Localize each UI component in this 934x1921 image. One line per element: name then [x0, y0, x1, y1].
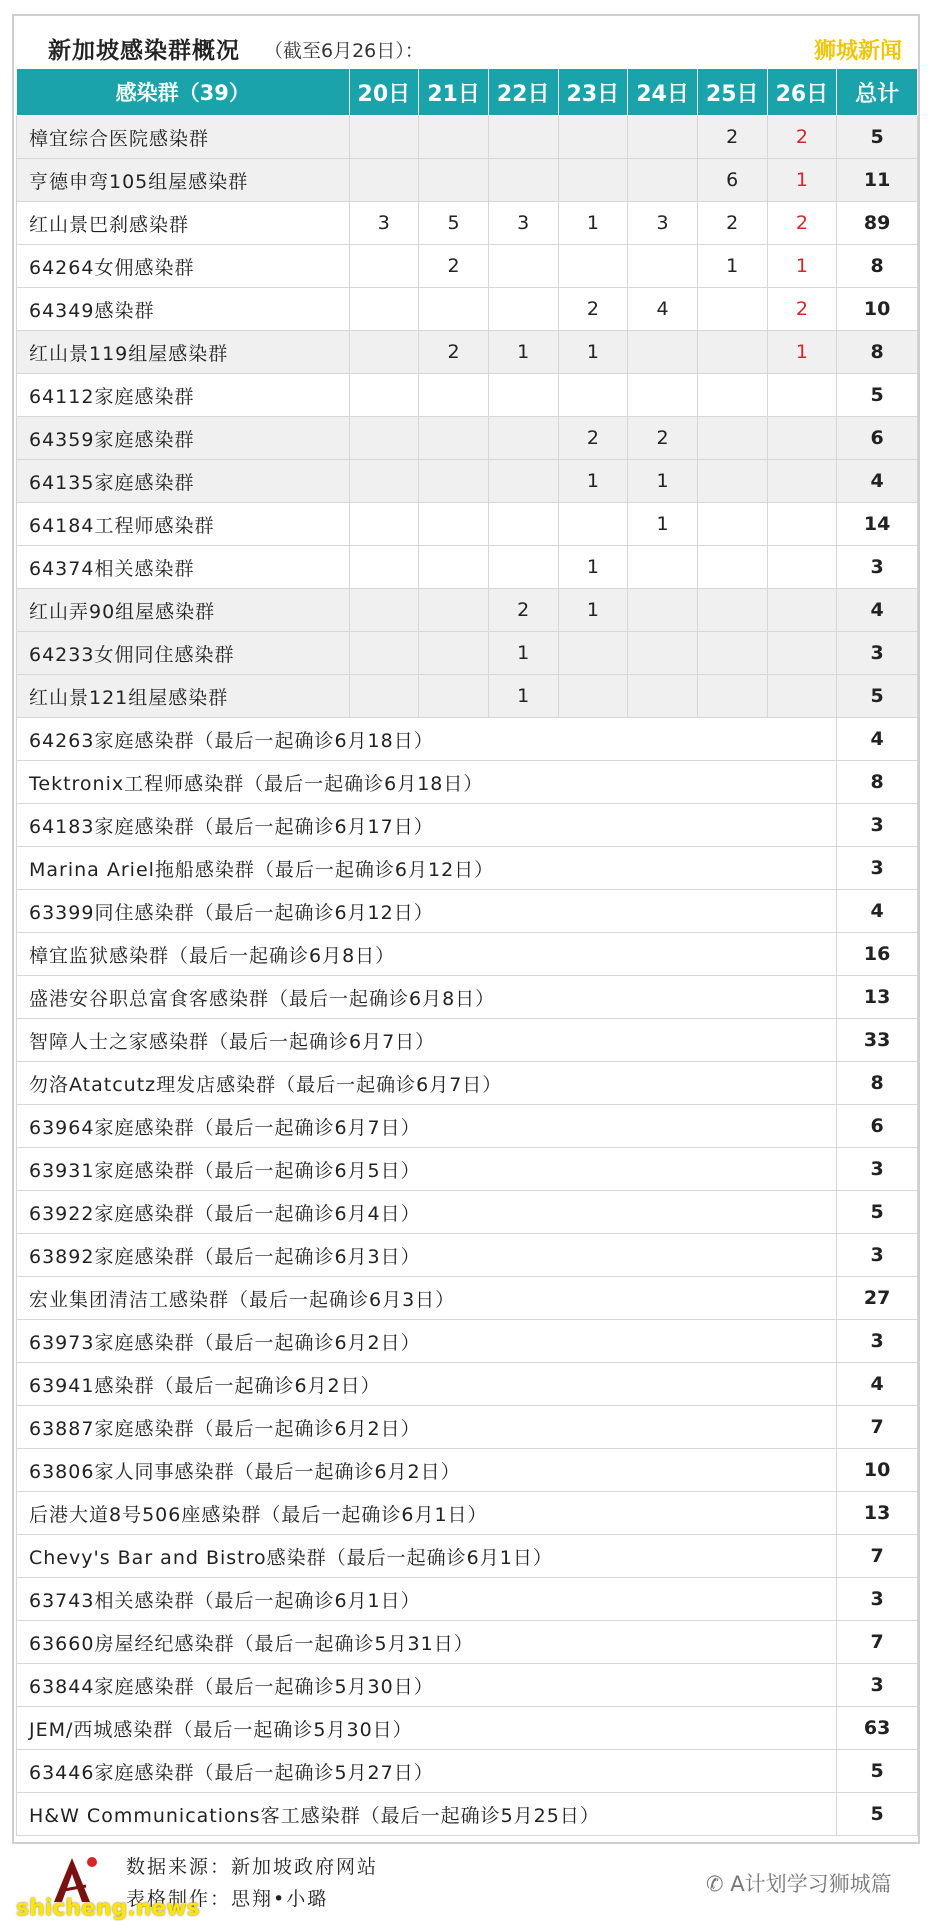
total-cell: 10: [837, 288, 918, 331]
day-count-cell: [628, 331, 698, 374]
wechat-account-name: A计划学习狮城篇: [730, 1872, 892, 1896]
table-row: [17, 1535, 918, 1578]
day-count-cell: [419, 546, 489, 589]
table-row: [17, 1707, 918, 1750]
cluster-name: 63941感染群（最后一起确诊6月2日）: [17, 1363, 837, 1406]
table-row: [17, 1019, 918, 1062]
day-count-cell: 3: [349, 202, 419, 245]
table-row: [17, 890, 918, 933]
table-row: [17, 1234, 918, 1277]
day-count-cell: [349, 159, 419, 202]
cluster-name: Marina Ariel拖船感染群（最后一起确诊6月12日）: [17, 847, 837, 890]
day-count-cell: 2: [419, 331, 489, 374]
day-count-cell: [697, 589, 767, 632]
day-count-cell: 3: [488, 202, 558, 245]
day-count-cell: 1: [628, 460, 698, 503]
wechat-account: [706, 1868, 892, 1898]
table-row: [17, 1750, 918, 1793]
day-count-cell: 6: [697, 159, 767, 202]
total-cell: 8: [837, 245, 918, 288]
table-row: [17, 1492, 918, 1535]
day-count-cell: [488, 546, 558, 589]
day-count-cell: [628, 632, 698, 675]
cluster-name: JEM/西城感染群（最后一起确诊5月30日）: [17, 1707, 837, 1750]
total-cell: 89: [837, 202, 918, 245]
day-count-cell: [349, 460, 419, 503]
total-cell: 5: [837, 675, 918, 718]
day-count-cell: 2: [558, 288, 628, 331]
total-cell: 4: [837, 589, 918, 632]
total-cell: 7: [837, 1535, 918, 1578]
cluster-name: 宏业集团清洁工感染群（最后一起确诊6月3日）: [17, 1277, 837, 1320]
total-cell: 4: [837, 718, 918, 761]
day-count-cell: 1: [488, 331, 558, 374]
day-count-cell: [488, 374, 558, 417]
cluster-name: 63399同住感染群（最后一起确诊6月12日）: [17, 890, 837, 933]
cluster-name: 红山景119组屋感染群: [17, 331, 350, 374]
page-title: 新加坡感染群概况: [48, 38, 240, 64]
header-day: 21日: [419, 69, 489, 116]
table-row: [17, 1105, 918, 1148]
cluster-table: [16, 68, 918, 1836]
total-cell: 7: [837, 1621, 918, 1664]
table-row: [17, 933, 918, 976]
day-count-cell: [558, 245, 628, 288]
total-cell: 4: [837, 890, 918, 933]
day-count-cell: 1: [767, 245, 837, 288]
table-row: [17, 1664, 918, 1707]
total-cell: 3: [837, 804, 918, 847]
header-cluster-name: 感染群（39）: [17, 69, 350, 116]
cluster-name: 64359家庭感染群: [17, 417, 350, 460]
cluster-name: 63922家庭感染群（最后一起确诊6月4日）: [17, 1191, 837, 1234]
header-day: 23日: [558, 69, 628, 116]
cluster-name: 樟宜监狱感染群（最后一起确诊6月8日）: [17, 933, 837, 976]
cluster-name: 盛港安谷职总富食客感染群（最后一起确诊6月8日）: [17, 976, 837, 1019]
table-row: [17, 1062, 918, 1105]
day-count-cell: 1: [558, 460, 628, 503]
cluster-name: 樟宜综合医院感染群: [17, 116, 350, 159]
total-cell: 3: [837, 546, 918, 589]
table-row: [17, 1320, 918, 1363]
day-count-cell: [558, 675, 628, 718]
day-count-cell: [628, 675, 698, 718]
title-row: [16, 18, 916, 66]
day-count-cell: [419, 632, 489, 675]
cluster-name: 勿洛Atatcutz理发店感染群（最后一起确诊6月7日）: [17, 1062, 837, 1105]
total-cell: 8: [837, 761, 918, 804]
table-row: [17, 976, 918, 1019]
total-cell: 7: [837, 1406, 918, 1449]
day-count-cell: [697, 331, 767, 374]
cluster-name: 63892家庭感染群（最后一起确诊6月3日）: [17, 1234, 837, 1277]
cluster-name: H&W Communications客工感染群（最后一起确诊5月25日）: [17, 1793, 837, 1836]
day-count-cell: [628, 546, 698, 589]
table-row: [17, 1449, 918, 1492]
day-count-cell: 1: [628, 503, 698, 546]
total-cell: 5: [837, 116, 918, 159]
table-row: [17, 1621, 918, 1664]
day-count-cell: [697, 417, 767, 460]
cluster-name: 64349感染群: [17, 288, 350, 331]
day-count-cell: [349, 417, 419, 460]
wechat-icon: ✆: [706, 1872, 731, 1896]
table-row: [17, 288, 918, 331]
day-count-cell: [558, 116, 628, 159]
data-source: 数据来源：新加坡政府网站: [126, 1856, 379, 1878]
header-day: 26日: [767, 69, 837, 116]
day-count-cell: [488, 159, 558, 202]
day-count-cell: [419, 159, 489, 202]
day-count-cell: [419, 503, 489, 546]
table-row: [17, 1277, 918, 1320]
day-count-cell: [628, 245, 698, 288]
cluster-name: 64112家庭感染群: [17, 374, 350, 417]
day-count-cell: [419, 374, 489, 417]
cluster-name: 64263家庭感染群（最后一起确诊6月18日）: [17, 718, 837, 761]
table-row: [17, 374, 918, 417]
day-count-cell: [419, 417, 489, 460]
day-count-cell: [419, 116, 489, 159]
day-count-cell: [697, 503, 767, 546]
total-cell: 5: [837, 1793, 918, 1836]
total-cell: 3: [837, 632, 918, 675]
cluster-name: 63806家人同事感染群（最后一起确诊6月2日）: [17, 1449, 837, 1492]
day-count-cell: [558, 159, 628, 202]
day-count-cell: 3: [628, 202, 698, 245]
day-count-cell: [419, 589, 489, 632]
day-count-cell: [697, 374, 767, 417]
table-row: [17, 1191, 918, 1234]
total-cell: 27: [837, 1277, 918, 1320]
total-cell: 4: [837, 460, 918, 503]
cluster-name: 63931家庭感染群（最后一起确诊6月5日）: [17, 1148, 837, 1191]
day-count-cell: [349, 288, 419, 331]
day-count-cell: [558, 503, 628, 546]
header-day: 20日: [349, 69, 419, 116]
day-count-cell: 1: [488, 632, 558, 675]
total-cell: 3: [837, 1578, 918, 1621]
header-total: 总计: [837, 69, 918, 116]
day-count-cell: 2: [767, 202, 837, 245]
cluster-name: 63660房屋经纪感染群（最后一起确诊5月31日）: [17, 1621, 837, 1664]
day-count-cell: [767, 589, 837, 632]
day-count-cell: [488, 245, 558, 288]
day-count-cell: [488, 460, 558, 503]
total-cell: 6: [837, 1105, 918, 1148]
header-day: 24日: [628, 69, 698, 116]
day-count-cell: [697, 632, 767, 675]
day-count-cell: [349, 503, 419, 546]
cluster-name: 64264女佣感染群: [17, 245, 350, 288]
day-count-cell: 1: [767, 331, 837, 374]
day-count-cell: [349, 245, 419, 288]
day-count-cell: [558, 374, 628, 417]
day-count-cell: [349, 331, 419, 374]
table-row: [17, 331, 918, 374]
day-count-cell: [697, 546, 767, 589]
cluster-name: 后港大道8号506座感染群（最后一起确诊6月1日）: [17, 1492, 837, 1535]
day-count-cell: [697, 675, 767, 718]
cluster-name: 红山弄90组屋感染群: [17, 589, 350, 632]
total-cell: 10: [837, 1449, 918, 1492]
total-cell: 5: [837, 1191, 918, 1234]
table-row: [17, 202, 918, 245]
footer: [16, 1844, 918, 1921]
day-count-cell: 5: [419, 202, 489, 245]
cluster-name: 红山景巴刹感染群: [17, 202, 350, 245]
day-count-cell: [488, 503, 558, 546]
watermark: shicheng.news: [16, 1896, 200, 1921]
total-cell: 3: [837, 1148, 918, 1191]
cluster-name: 红山景121组屋感染群: [17, 675, 350, 718]
day-count-cell: [767, 503, 837, 546]
day-count-cell: [628, 159, 698, 202]
total-cell: 8: [837, 1062, 918, 1105]
day-count-cell: [349, 675, 419, 718]
day-count-cell: 1: [767, 159, 837, 202]
cluster-name: 63743相关感染群（最后一起确诊6月1日）: [17, 1578, 837, 1621]
day-count-cell: [697, 288, 767, 331]
day-count-cell: 1: [558, 589, 628, 632]
day-count-cell: [488, 288, 558, 331]
total-cell: 5: [837, 1750, 918, 1793]
cluster-name: 63973家庭感染群（最后一起确诊6月2日）: [17, 1320, 837, 1363]
total-cell: 3: [837, 1234, 918, 1277]
table-row: [17, 1578, 918, 1621]
table-row: [17, 1406, 918, 1449]
day-count-cell: 2: [628, 417, 698, 460]
day-count-cell: [558, 632, 628, 675]
day-count-cell: [628, 374, 698, 417]
table-row: [17, 632, 918, 675]
day-count-cell: [767, 675, 837, 718]
day-count-cell: [767, 632, 837, 675]
total-cell: 13: [837, 1492, 918, 1535]
day-count-cell: [349, 546, 419, 589]
day-count-cell: [628, 116, 698, 159]
day-count-cell: 1: [558, 331, 628, 374]
table-row: [17, 159, 918, 202]
cluster-name: 64374相关感染群: [17, 546, 350, 589]
table-row: [17, 503, 918, 546]
total-cell: 63: [837, 1707, 918, 1750]
table-row: [17, 761, 918, 804]
day-count-cell: [767, 417, 837, 460]
day-count-cell: [419, 460, 489, 503]
total-cell: 3: [837, 847, 918, 890]
day-count-cell: 2: [697, 116, 767, 159]
day-count-cell: [767, 546, 837, 589]
day-count-cell: 2: [767, 288, 837, 331]
day-count-cell: 2: [419, 245, 489, 288]
day-count-cell: [628, 589, 698, 632]
table-row: [17, 417, 918, 460]
table-maker: 表格制作：思翔•小璐: [126, 1888, 329, 1910]
cluster-name: 63964家庭感染群（最后一起确诊6月7日）: [17, 1105, 837, 1148]
table-row: [17, 847, 918, 890]
table-row: [17, 116, 918, 159]
cluster-name: 64233女佣同住感染群: [17, 632, 350, 675]
day-count-cell: [488, 417, 558, 460]
day-count-cell: [349, 589, 419, 632]
total-cell: 3: [837, 1664, 918, 1707]
day-count-cell: 4: [628, 288, 698, 331]
day-count-cell: [419, 288, 489, 331]
table-row: [17, 1148, 918, 1191]
day-count-cell: [767, 460, 837, 503]
total-cell: 4: [837, 1363, 918, 1406]
table-row: [17, 1363, 918, 1406]
cluster-name: 63844家庭感染群（最后一起确诊5月30日）: [17, 1664, 837, 1707]
cluster-name: 63446家庭感染群（最后一起确诊5月27日）: [17, 1750, 837, 1793]
brand-logo-text: 狮城新闻: [813, 39, 902, 64]
day-count-cell: 1: [488, 675, 558, 718]
total-cell: 3: [837, 1320, 918, 1363]
total-cell: 33: [837, 1019, 918, 1062]
day-count-cell: 2: [488, 589, 558, 632]
table-row: [17, 804, 918, 847]
cluster-name: Chevy's Bar and Bistro感染群（最后一起确诊6月1日）: [17, 1535, 837, 1578]
cluster-name: 64135家庭感染群: [17, 460, 350, 503]
day-count-cell: 2: [558, 417, 628, 460]
day-count-cell: 2: [767, 116, 837, 159]
day-count-cell: [349, 374, 419, 417]
header-day: 25日: [697, 69, 767, 116]
day-count-cell: 1: [558, 202, 628, 245]
day-count-cell: [349, 632, 419, 675]
total-cell: 14: [837, 503, 918, 546]
day-count-cell: [767, 374, 837, 417]
table-row: [17, 1793, 918, 1836]
total-cell: 6: [837, 417, 918, 460]
page-subtitle: （截至6月26日）：: [264, 40, 424, 62]
header-day: 22日: [488, 69, 558, 116]
day-count-cell: [697, 460, 767, 503]
cluster-name: Tektronix工程师感染群（最后一起确诊6月18日）: [17, 761, 837, 804]
day-count-cell: [349, 116, 419, 159]
table-row: [17, 718, 918, 761]
table-row: [17, 675, 918, 718]
day-count-cell: 2: [697, 202, 767, 245]
cluster-name: 智障人士之家感染群（最后一起确诊6月7日）: [17, 1019, 837, 1062]
total-cell: 11: [837, 159, 918, 202]
total-cell: 5: [837, 374, 918, 417]
cluster-name: 64183家庭感染群（最后一起确诊6月17日）: [17, 804, 837, 847]
table-row: [17, 245, 918, 288]
total-cell: 8: [837, 331, 918, 374]
day-count-cell: [419, 675, 489, 718]
table-row: [17, 546, 918, 589]
cluster-name: 64184工程师感染群: [17, 503, 350, 546]
cluster-name: 亨德申弯105组屋感染群: [17, 159, 350, 202]
table-row: [17, 589, 918, 632]
table-header-row: [17, 69, 918, 116]
total-cell: 13: [837, 976, 918, 1019]
day-count-cell: 1: [697, 245, 767, 288]
day-count-cell: 1: [558, 546, 628, 589]
day-count-cell: [488, 116, 558, 159]
total-cell: 16: [837, 933, 918, 976]
table-row: [17, 460, 918, 503]
cluster-name: 63887家庭感染群（最后一起确诊6月2日）: [17, 1406, 837, 1449]
